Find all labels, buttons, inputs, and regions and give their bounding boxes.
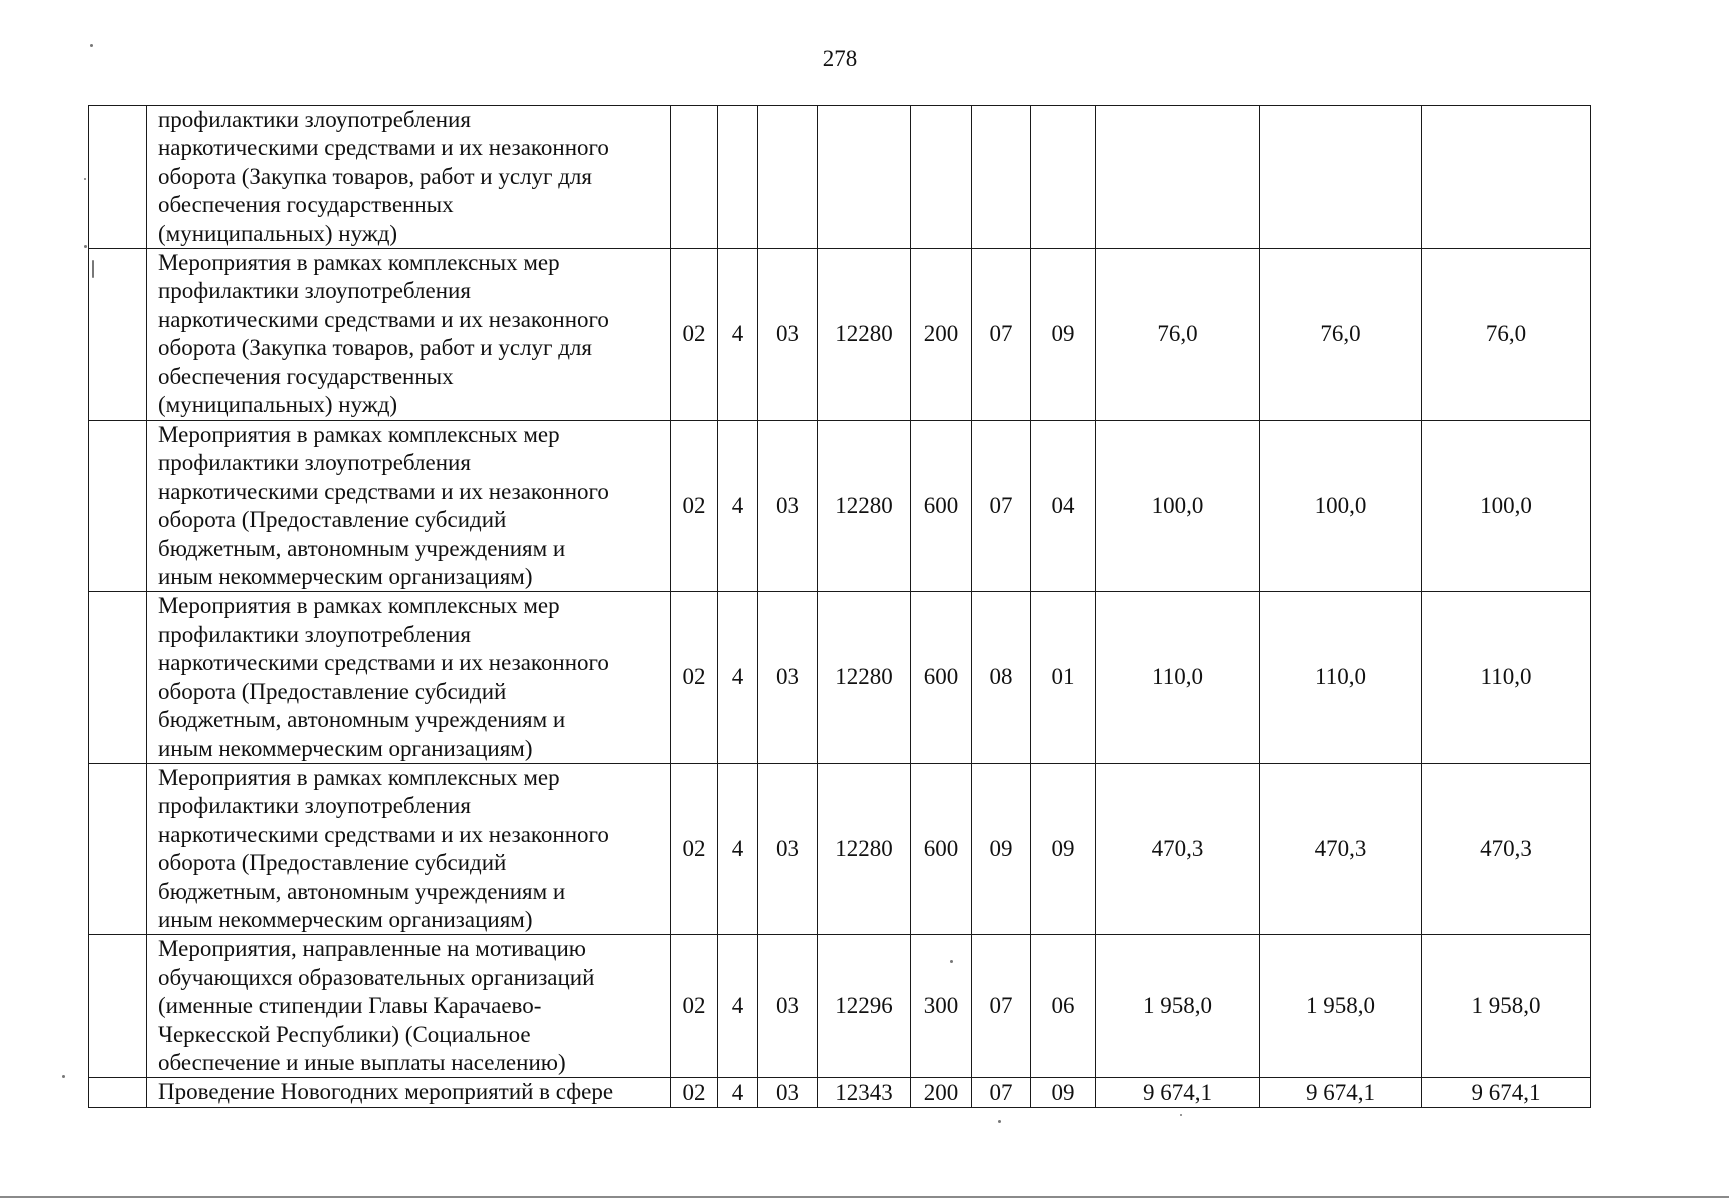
section-code: 09 [972,763,1031,934]
amount-year-3: 9 674,1 [1422,1078,1591,1108]
row-description: профилактики злоупотребления наркотическими средствами и их незаконного оборота (Закупка товаров, работ и услуг для обеспечения государственных (муниципальных) нужд) [147,106,671,249]
row-number-cell [89,1078,147,1108]
expense-type-code: 200 [911,249,972,421]
section-code [972,106,1031,249]
amount-year-2: 110,0 [1260,592,1422,763]
amount-year-1: 1 958,0 [1096,935,1260,1078]
row-number-cell [89,421,147,592]
program-code [671,106,718,249]
table-row [89,106,1591,249]
amount-year-1: 470,3 [1096,763,1260,934]
amount-year-3: 1 958,0 [1422,935,1591,1078]
main-event-code: 03 [758,249,818,421]
row-number-cell [89,592,147,763]
subsection-code [1031,106,1096,249]
section-code: 07 [972,1078,1031,1108]
subsection-code: 09 [1031,763,1096,934]
expense-type-code: 200 [911,1078,972,1108]
scan-speck [84,245,87,248]
program-code: 02 [671,421,718,592]
subprogram-code: 4 [718,935,758,1078]
subprogram-code: 4 [718,763,758,934]
row-description: Мероприятия в рамках комплексных мер профилактики злоупотребления наркотическими средствами и их незаконного оборота (Закупка товаров, работ и услуг для обеспечения государственных (муниципальных) нужд) [147,249,671,421]
subsection-code: 09 [1031,249,1096,421]
subsection-code: 09 [1031,1078,1096,1108]
amount-year-2: 76,0 [1260,249,1422,421]
row-number-cell [89,763,147,934]
subprogram-code: 4 [718,421,758,592]
program-code: 02 [671,592,718,763]
direction-code: 12296 [818,935,911,1078]
amount-year-1: 110,0 [1096,592,1260,763]
subprogram-code [718,106,758,249]
program-code: 02 [671,763,718,934]
program-code: 02 [671,1078,718,1108]
amount-year-2: 470,3 [1260,763,1422,934]
amount-year-3: 76,0 [1422,249,1591,421]
row-description: Мероприятия, направленные на мотивацию обучающихся образовательных организаций (именные стипендии Главы Карачаево- Черкесской Республики) (Социальное обеспечение и иные выплаты населению) [147,935,671,1078]
main-event-code [758,106,818,249]
table-row [89,935,1591,1078]
subsection-code: 04 [1031,421,1096,592]
table-row [89,592,1591,763]
row-description: Мероприятия в рамках комплексных мер профилактики злоупотребления наркотическими средствами и их незаконного оборота (Предоставление субсидий бюджетным, автономным учреждениям и иным некоммерческим организациям) [147,421,671,592]
budget-table [88,105,1591,1108]
section-code: 08 [972,592,1031,763]
section-code: 07 [972,421,1031,592]
page-number: 278 [822,46,858,71]
program-code: 02 [671,935,718,1078]
scan-speck [62,1075,65,1078]
section-code: 07 [972,935,1031,1078]
scan-edge-line [0,1196,1729,1198]
amount-year-2: 9 674,1 [1260,1078,1422,1108]
scan-speck [1180,1114,1182,1116]
scan-speck [950,960,953,963]
amount-year-3: 100,0 [1422,421,1591,592]
direction-code: 12280 [818,763,911,934]
row-number-cell [89,935,147,1078]
amount-year-1: 100,0 [1096,421,1260,592]
main-event-code: 03 [758,1078,818,1108]
amount-year-1: 9 674,1 [1096,1078,1260,1108]
amount-year-3: 470,3 [1422,763,1591,934]
table-row [89,249,1591,421]
section-code: 07 [972,249,1031,421]
row-number-cell [89,106,147,249]
direction-code: 12280 [818,421,911,592]
expense-type-code: 600 [911,592,972,763]
row-description: Мероприятия в рамках комплексных мер профилактики злоупотребления наркотическими средствами и их незаконного оборота (Предоставление субсидий бюджетным, автономным учреждениям и иным некоммерческим организациям) [147,592,671,763]
scan-speck [90,44,93,47]
amount-year-2: 100,0 [1260,421,1422,592]
subprogram-code: 4 [718,1078,758,1108]
row-description: Проведение Новогодних мероприятий в сфере [147,1078,671,1108]
expense-type-code: 600 [911,421,972,592]
main-event-code: 03 [758,935,818,1078]
main-event-code: 03 [758,421,818,592]
amount-year-1 [1096,106,1260,249]
scan-speck [92,260,94,278]
scan-speck [84,178,86,180]
amount-year-2: 1 958,0 [1260,935,1422,1078]
table-row [89,1078,1591,1108]
direction-code: 12280 [818,249,911,421]
expense-type-code: 300 [911,935,972,1078]
subsection-code: 01 [1031,592,1096,763]
expense-type-code: 600 [911,763,972,934]
table-row [89,763,1591,934]
amount-year-2 [1260,106,1422,249]
subsection-code: 06 [1031,935,1096,1078]
direction-code: 12280 [818,592,911,763]
program-code: 02 [671,249,718,421]
subprogram-code: 4 [718,249,758,421]
main-event-code: 03 [758,763,818,934]
direction-code: 12343 [818,1078,911,1108]
amount-year-1: 76,0 [1096,249,1260,421]
subprogram-code: 4 [718,592,758,763]
scan-speck [998,1120,1001,1123]
expense-type-code [911,106,972,249]
main-event-code: 03 [758,592,818,763]
row-description: Мероприятия в рамках комплексных мер профилактики злоупотребления наркотическими средствами и их незаконного оборота (Предоставление субсидий бюджетным, автономным учреждениям и иным некоммерческим организациям) [147,763,671,934]
direction-code [818,106,911,249]
amount-year-3 [1422,106,1591,249]
amount-year-3: 110,0 [1422,592,1591,763]
row-number-cell [89,249,147,421]
table-row [89,421,1591,592]
